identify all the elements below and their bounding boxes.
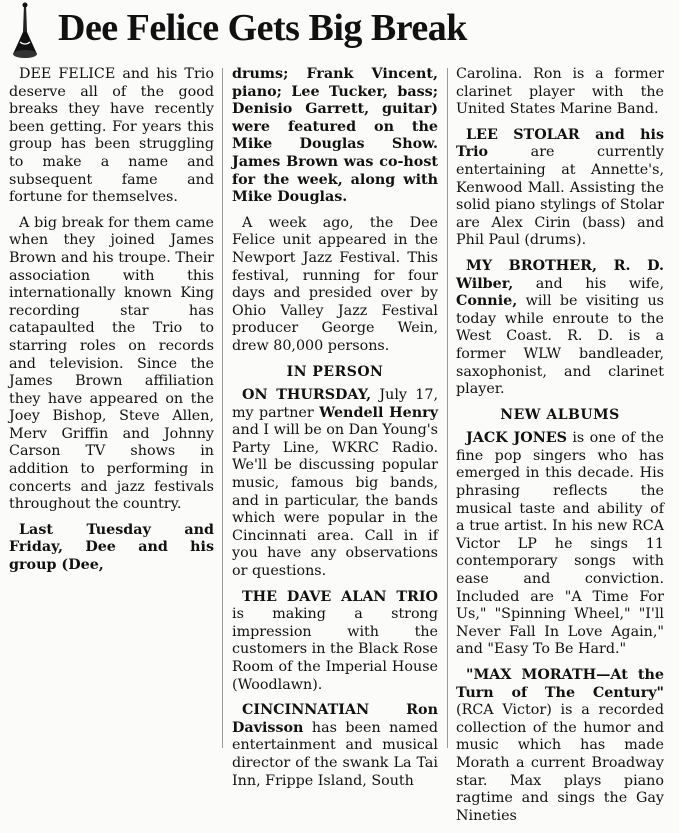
- column-2: [232, 66, 438, 798]
- lead-text: JACK JONES: [466, 430, 567, 447]
- paragraph-text: will be visiting us today while enroute to the West Coast. R. D. is a former WLW bandleader, saxophonist, and clarinet player.: [456, 293, 664, 398]
- paragraph-max-morath: [456, 667, 664, 825]
- paragraph-text: has been named entertainment and musical director of the swank La Tai Inn, Frippe Island, South: [232, 719, 438, 789]
- lead-text: CINCINNATIAN Ron Davisson: [232, 702, 438, 736]
- paragraph-jack-jones: [456, 430, 664, 659]
- paragraph-lee-stolar: [456, 127, 664, 250]
- lead-text: MY BROTHER, R. D. Wilber,: [456, 257, 664, 292]
- paragraph-dave-alan: [232, 589, 438, 695]
- column-3: [456, 66, 664, 833]
- column-divider: [222, 68, 223, 748]
- paragraph-intro: DEE FELICE and his Trio deserve all of the good breaks they have recently been getting. For years this group has been struggling to make a name and subsequent fame and fortune for themselves.: [9, 66, 214, 206]
- trumpet-icon: [10, 2, 40, 60]
- paragraph-last-tuesday: [9, 522, 214, 575]
- paragraph-my-brother: [456, 258, 664, 399]
- name-text: Connie,: [456, 293, 518, 310]
- paragraph-ron-davisson: [232, 702, 438, 790]
- paragraph-james-brown: A big break for them came when they joined James Brown and his troupe. Their association with this internationally known King recording star has catapaulted the Trio to starring roles on records and television. Since the James Brown affiliation they have appeared on the Joey Bishop, Steve Allen, Merv Griffin and Johnny Carson TV shows in addition to performing in concerts and jazz festivals throughout the country.: [9, 214, 214, 513]
- paragraph-text: Last Tuesday and Friday, Dee and his group (Dee,: [9, 521, 214, 574]
- paragraph-lineup: [232, 66, 438, 207]
- paragraph-text: July 17, my partner: [232, 387, 438, 421]
- headline: Dee Felice Gets Big Break: [58, 7, 467, 49]
- paragraph-text: is one of the fine pop singers who has emerged in this decade. His phrasing reflects the musical taste and ability of a true artist. In his new RCA Victor LP he sings 11 contemporary songs with ease and conviction. Included are "A Time For Us," "Spinning Wheel," "I'll Never Fall In Love Again," and "Easy To Be Hard.": [456, 430, 664, 658]
- paragraph-thursday: [232, 387, 438, 581]
- paragraph-newport: A week ago, the Dee Felice unit appeared in the Newport Jazz Festival. This festival, running for four days and presided over by Ohio Valley Jazz Festival producer George Wein, drew 80,000 persons.: [232, 214, 438, 354]
- lead-text: ON THURSDAY,: [242, 387, 372, 404]
- lead-text: THE DAVE ALAN TRIO: [242, 588, 438, 605]
- paragraph-ron-continued: Carolina. Ron is a former clarinet player with the United States Marine Band.: [456, 66, 664, 118]
- paragraph-text: and I will be on Dan Young's Party Line, WKRC Radio. We'll be discussing popular music, famous big bands, and in particular, the bands which were popular in the Cincinnati area. Call in if you have any observations or questions.: [232, 422, 439, 580]
- article-header: [0, 0, 679, 62]
- subheading-in-person: IN PERSON: [286, 363, 384, 380]
- column-divider: [447, 68, 448, 748]
- lead-text: "MAX MORATH—At the Turn of The Century": [456, 667, 664, 701]
- paragraph-text: are currently entertaining at Annette's, Kenwood Mall. Assisting the solid piano stylings of Stolar are Alex Cirin (bass) and Phil Paul (drums).: [456, 144, 664, 249]
- column-1: [9, 66, 214, 583]
- lead-text: LEE STOLAR and his Trio: [456, 126, 664, 161]
- subheading-new-albums: NEW ALBUMS: [500, 406, 620, 423]
- paragraph-text: is making a strong impression with the customers in the Black Rose Room of the Imperial House (Woodlawn).: [232, 606, 438, 693]
- name-text: Wendell Henry: [319, 404, 439, 421]
- paragraph-text: drums; Frank Vincent, piano; Lee Tucker, bass; Denisio Garrett, guitar) were featured on the Mike Douglas Show. James Brown was co-host for the week, along with Mike Douglas.: [232, 66, 438, 206]
- paragraph-text: and his wife,: [513, 275, 664, 292]
- paragraph-text: (RCA Victor) is a recorded collection of the humor and music which has made Morath a current Broadway star. Max plays piano ragtime and sings the Gay Nineties: [456, 702, 664, 824]
